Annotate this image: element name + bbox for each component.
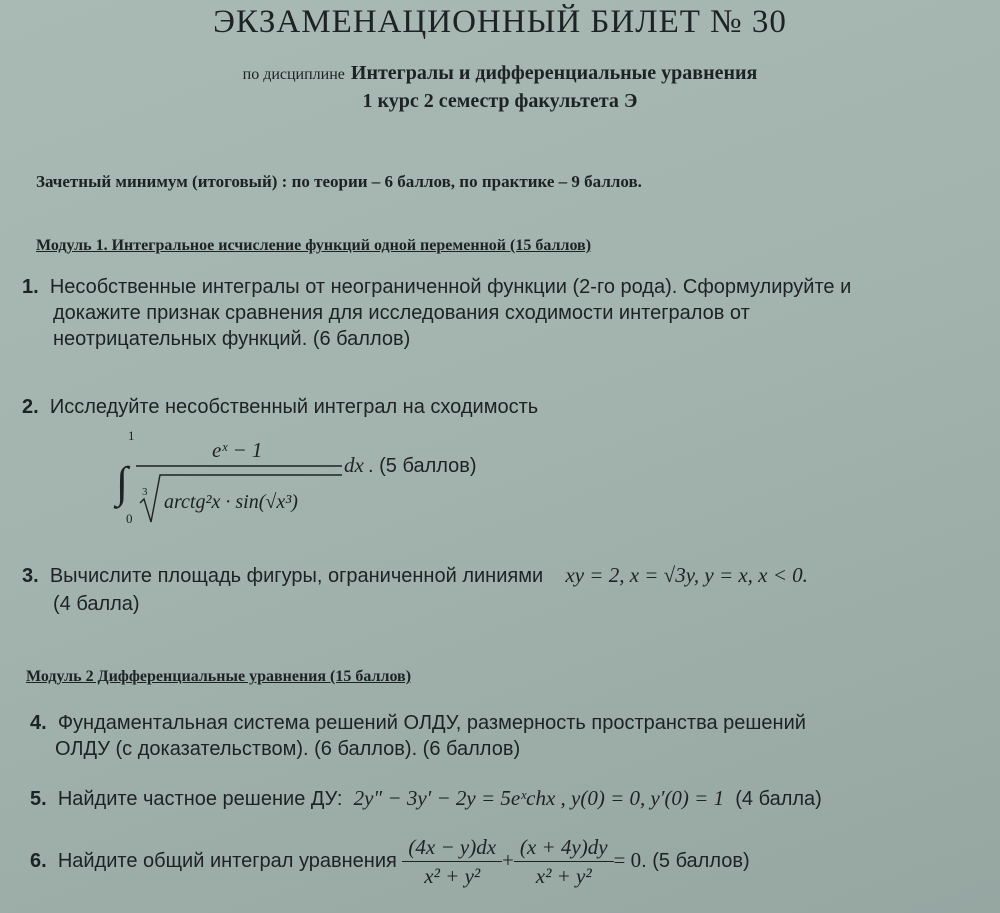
question-6-points: . (5 баллов) (641, 849, 750, 872)
question-2-text: Исследуйте несобственный интеграл на сходимость (49, 396, 539, 418)
question-5-number: 5. (30, 788, 47, 810)
question-1-line3: неотрицательных функций. (6 баллов) (53, 328, 411, 350)
plus-sign: + (502, 847, 514, 872)
root-index: 3 (142, 486, 148, 498)
question-1-line2: докажите признак сравнения для исследования сходимости интегралов от (53, 302, 750, 324)
fraction-2-denominator: x² + y² (535, 864, 592, 889)
differential-dx: dx (344, 453, 364, 477)
question-3 (22, 563, 808, 588)
question-3-number: 3. (22, 565, 39, 587)
question-6 (30, 835, 750, 888)
fraction-2-numerator: (x + 4y)dy (514, 835, 614, 862)
question-6-fraction-2 (514, 835, 614, 888)
integral-upper-limit: 1 (128, 428, 135, 443)
question-3-points: (4 балла) (53, 593, 140, 615)
question-5-formula: 2y″ − 3y′ − 2y = 5eˣchx , y(0) = 0, y′(0) = 1 (353, 786, 725, 810)
question-4-line2: ОЛДУ (с доказательством). (6 баллов). (6 баллов) (55, 738, 521, 760)
question-1 (22, 276, 851, 351)
question-5 (30, 786, 822, 811)
question-3-text: Вычислите площадь фигуры, ограниченной линиями (49, 565, 544, 587)
question-3-formula: xy = 2, x = √3y, y = x, x < 0. (565, 563, 808, 587)
discipline-line (0, 62, 1000, 85)
question-4-number: 4. (30, 712, 47, 734)
question-1-line1: Несобственные интегралы от неограниченной функции (2-го рода). Сформулируйте и (49, 276, 852, 298)
course-line: 1 курс 2 семестр факультета Э (362, 90, 638, 112)
question-2 (22, 396, 538, 419)
integrand-numerator: eˣ − 1 (212, 438, 263, 462)
question-2-integral (110, 425, 530, 530)
integral-lower-limit: 0 (126, 511, 133, 526)
question-6-text: Найдите общий интеграл уравнения (57, 849, 397, 872)
module-2-heading: Модуль 2 Дифференциальные уравнения (15 баллов) (26, 668, 412, 685)
question-5-points: (4 балла) (735, 788, 822, 810)
fraction-1-numerator: (4x − y)dx (402, 835, 502, 862)
question-1-number: 1. (22, 276, 39, 298)
module-1-heading: Модуль 1. Интегральное исчисление функций одной переменной (15 баллов) (36, 237, 592, 254)
integral-sign: ∫ (116, 458, 129, 507)
discipline-name: Интегралы и дифференциальные уравнения (350, 62, 758, 84)
question-2-number: 2. (22, 396, 39, 418)
pass-minimum: Зачетный минимум (итоговый) : по теории – 6 баллов, по практике – 9 баллов. (36, 172, 642, 191)
question-4-line1: Фундаментальная система решений ОЛДУ, размерность пространства решений (57, 712, 806, 734)
ticket-title: ЭКЗАМЕНАЦИОННЫЙ БИЛЕТ № 30 (213, 4, 787, 40)
fraction-1-denominator: x² + y² (424, 864, 481, 889)
question-6-fraction-1 (402, 835, 502, 888)
question-5-text: Найдите частное решение ДУ: (57, 788, 343, 810)
question-4 (30, 712, 806, 761)
question-6-number: 6. (30, 849, 47, 872)
discipline-label: по дисциплине (242, 66, 345, 83)
integrand-denominator: arctg²x · sin(√x³) (164, 491, 298, 513)
question-2-points: . (5 баллов) (368, 455, 477, 477)
equation-rhs: = 0 (613, 847, 642, 872)
